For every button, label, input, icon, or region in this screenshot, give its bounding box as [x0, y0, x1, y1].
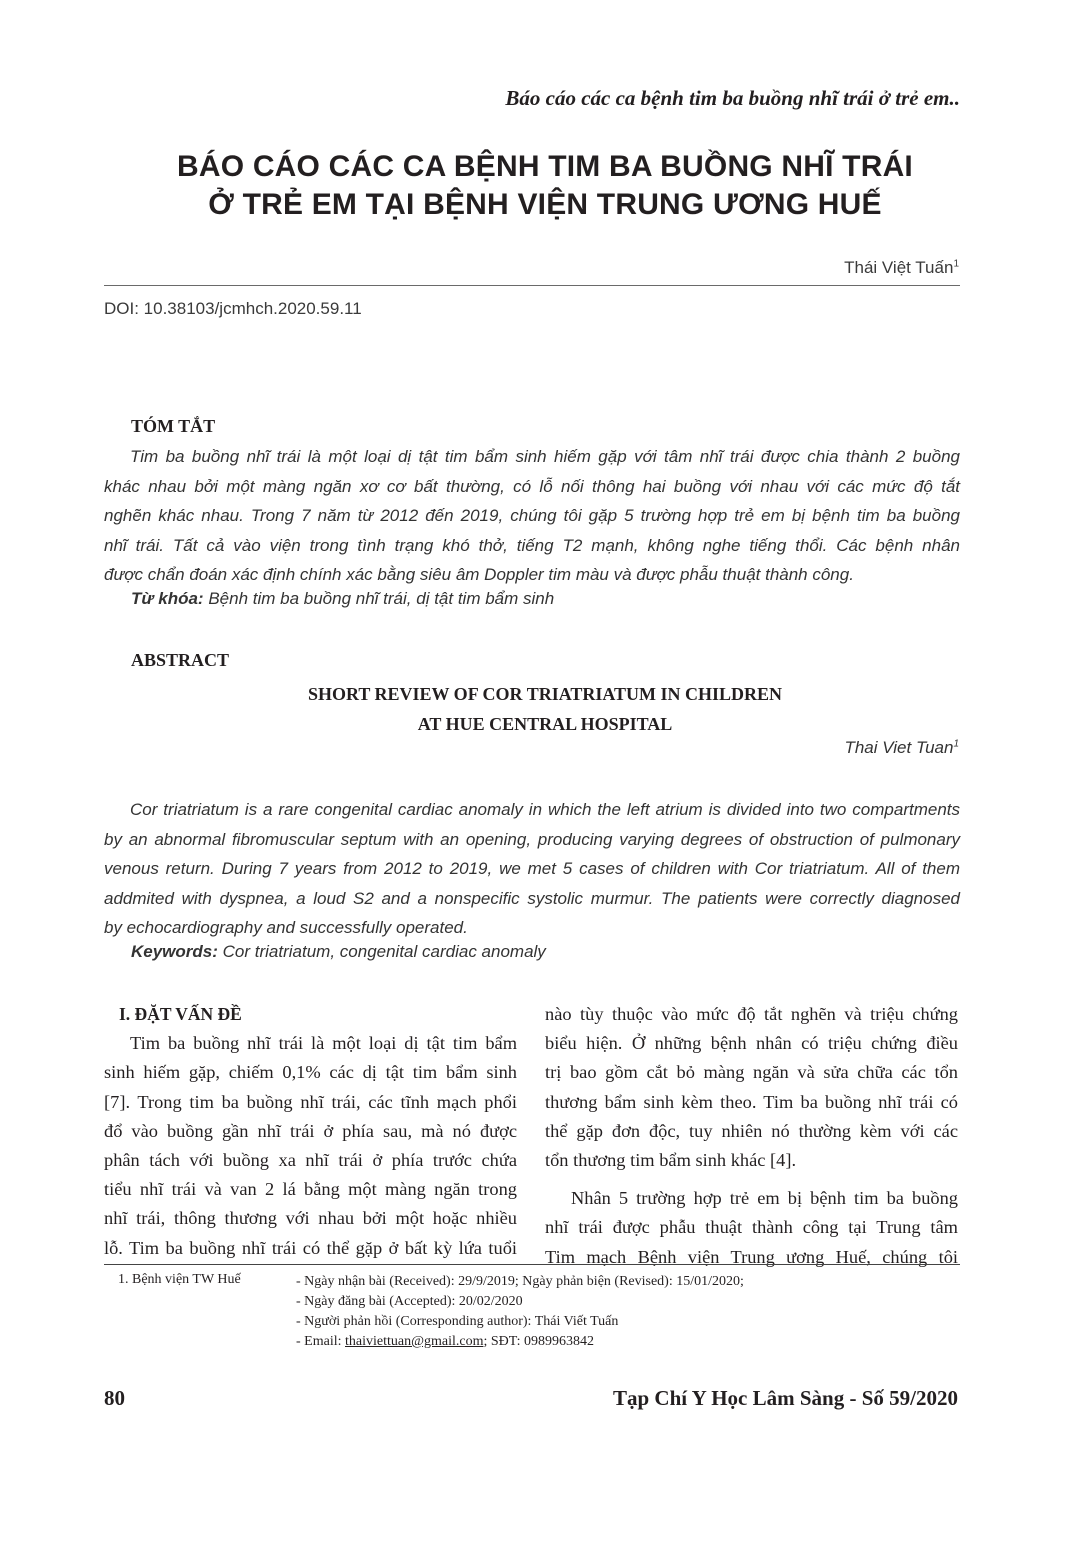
email-label: - Email: [296, 1334, 345, 1349]
footnote-contact [296, 1332, 744, 1352]
author-vn-sup: 1 [953, 258, 959, 270]
author-vn [844, 258, 959, 278]
body-line: nhĩ trái được phẫu thuật thành công tại Trung tâm [545, 1217, 958, 1238]
page-number: 80 [104, 1386, 125, 1410]
tom-tat-heading: TÓM TẮT [131, 416, 216, 436]
author-en-name: Thai Viet Tuan [844, 738, 954, 757]
header-divider [104, 285, 960, 286]
abstract-keywords-text: Cor triatriatum, congenital cardiac anomaly [222, 942, 546, 961]
body-line: tiểu nhĩ trái và van 2 lá bằng một màng ngăn trong [104, 1179, 517, 1200]
body-line: nào tùy thuộc vào mức độ tắt nghẽn và triệu chứng [545, 1004, 958, 1024]
body-line: Nhân 5 trường hợp trẻ em bị bệnh tim ba buồng [571, 1188, 958, 1209]
body-line: biểu hiện. Ở những bệnh nhân có triệu chứng điều [545, 1033, 958, 1054]
section-heading: I. ĐẶT VẤN ĐỀ [119, 1004, 242, 1024]
tom-tat-keywords-text: Bệnh tim ba buồng nhĩ trái, dị tật tim bẩm sinh [208, 589, 555, 608]
abstract-title-line-2: AT HUE CENTRAL HOSPITAL [417, 714, 673, 734]
body-line: thương bẩm sinh kèm theo. Tim ba buồng nhĩ trái có [545, 1091, 958, 1112]
footnote-corresponding: - Người phản hồi (Corresponding author): Thái Viết Tuấn [296, 1314, 619, 1329]
body-line: trị bao gồm cắt bỏ màng ngăn và sửa chữa các tổn [545, 1062, 958, 1083]
body-line: tổn thương tim bẩm sinh khác [4]. [545, 1150, 797, 1171]
body-line: đổ vào buồng gần nhĩ trái ở phía sau, mà nó được [104, 1120, 517, 1141]
title-line-2: Ở TRẺ EM TẠI BỆNH VIỆN TRUNG ƯƠNG HUẾ [208, 188, 882, 221]
abstract-line: Cor triatriatum is a rare congenital cardiac anomaly in which the left atrium is divided into two compartments [130, 800, 960, 819]
body-line: [7]. Trong tim ba buồng nhĩ trái, các tĩnh mạch phổi [104, 1091, 517, 1112]
tom-tat-line: nhĩ trái. Tất cả vào viện trong tình trạng khó thở, tiếng T2 mạnh, không nghe tiếng thổi. Các bệnh nhân [104, 535, 960, 555]
body-column-left [104, 1000, 517, 1263]
abstract-keywords-label: Keywords: [131, 942, 218, 961]
body-line: Tim ba buồng nhĩ trái là một loại dị tật tim bẩm [130, 1033, 517, 1054]
title-line-1: BÁO CÁO CÁC CA BỆNH TIM BA BUỒNG NHĨ TRÁI [177, 150, 913, 183]
tom-tat-line: được chẩn đoán xác định chính xác bằng siêu âm Doppler tim màu và được phẫu thuật thành công. [104, 565, 854, 584]
abstract-line: by echocardiography and successfully operated. [104, 918, 468, 937]
phone-text: ; SĐT: 0989963842 [483, 1334, 594, 1349]
body-line: thể gặp đơn độc, tuy nhiên nó thường kèm với các [545, 1120, 958, 1141]
author-en-sup: 1 [953, 738, 959, 750]
footnote-details [296, 1272, 744, 1352]
article-title [0, 148, 1090, 224]
running-header: Báo cáo các ca bệnh tim ba buồng nhĩ trái ở trẻ em.. [505, 86, 960, 110]
abstract-line: venous return. During 7 years from 2012 to 2019, we met 5 cases of children with Cor triatriatum. All of them [104, 859, 960, 878]
tom-tat-text [104, 442, 960, 590]
abstract-line: addmited with dyspnea, a loud S2 and a nonspecific systolic murmur. The patients were correctly diagnosed [104, 888, 960, 908]
abstract-keywords [131, 942, 546, 962]
abstract-line: by an abnormal fibromuscular septum with an opening, producing varying degrees of obstruction of pulmonary [104, 829, 960, 849]
doi: DOI: 10.38103/jcmhch.2020.59.11 [104, 299, 362, 318]
author-vn-name: Thái Việt Tuấn [844, 258, 954, 277]
paragraph-gap [545, 1175, 958, 1184]
body-column-right [545, 1000, 958, 1272]
footnote-received: - Ngày nhận bài (Received): 29/9/2019; Ngày phản biện (Revised): 15/01/2020; [296, 1274, 744, 1289]
footnote-divider [104, 1264, 960, 1265]
body-line: phân tách với buồng xa nhĩ trái ở phía trước chứa [104, 1150, 517, 1171]
body-line: nhĩ trái, thông thương với nhau bởi một hoặc nhiều [104, 1208, 517, 1229]
footnote-accepted: - Ngày đăng bài (Accepted): 20/02/2020 [296, 1294, 523, 1309]
author-en [844, 738, 959, 758]
journal-name: Tạp Chí Y Học Lâm Sàng - Số 59/2020 [613, 1386, 958, 1410]
tom-tat-keywords-label: Từ khóa: [131, 589, 204, 608]
abstract-text [104, 795, 960, 943]
tom-tat-line: khác nhau bởi một màng ngăn xơ cơ bất thường, có lỗ nối thông hai buồng với nhau với các mức độ tắt [104, 476, 960, 496]
email-link[interactable]: thaiviettuan@gmail.com [345, 1334, 484, 1349]
tom-tat-line: Tim ba buồng nhĩ trái là một loại dị tật tim bẩm sinh hiếm gặp với tâm nhĩ trái được chia thành 2 buồng [130, 447, 960, 466]
tom-tat-line: nghẽn khác nhau. Trong 7 năm từ 2012 đến 2019, chúng tôi gặp 5 trường hợp trẻ em bị bệnh tim ba buồng [104, 506, 960, 525]
body-line: lỗ. Tim ba buồng nhĩ trái có thể gặp ở bất kỳ lứa tuổi [104, 1237, 517, 1258]
body-line: Tim mạch Bệnh viện Trung ương Huế, chúng tôi [545, 1246, 958, 1267]
body-line: sinh hiếm gặp, chiếm 0,1% các dị tật tim bẩm sinh [104, 1062, 517, 1083]
abstract-title [0, 679, 1090, 739]
tom-tat-keywords [131, 589, 554, 609]
abstract-heading: ABSTRACT [131, 650, 230, 670]
abstract-title-line-1: SHORT REVIEW OF COR TRIATRIATUM IN CHILDREN [307, 684, 783, 704]
footnote-affiliation: 1. Bệnh viện TW Huế [118, 1272, 241, 1287]
